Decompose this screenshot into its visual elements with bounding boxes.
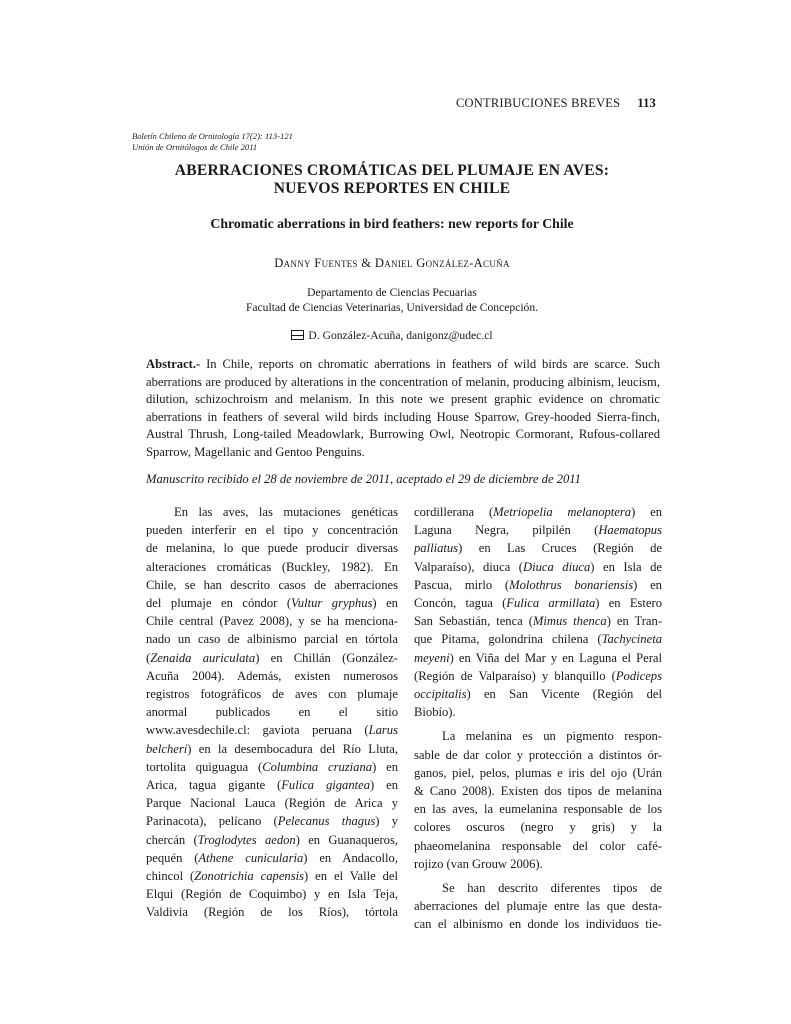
body-text-line: ganos, piel, pelos, plumas e iris del ojo (Urán [414, 765, 662, 780]
body-text-line: palliatus) en Las Cruces (Región de [414, 541, 662, 556]
abstract [146, 356, 660, 462]
running-header [456, 96, 656, 111]
journal-citation [132, 131, 293, 153]
body-text-line: Acuña 2004). Además, existen numerosos [146, 668, 398, 683]
body-text-line: & Cano 2008). Existen dos tipos de melanina [414, 784, 662, 799]
body-text-line: nado un caso de albinismo parcial en tórtola [146, 632, 398, 647]
body-text-line: Valdivia (Región de los Ríos), tórtola [146, 905, 398, 920]
body-text-line: registros fotográficos de aves con plumaje [146, 687, 398, 702]
body-text-line: pequén (Athene cunicularia) en Andacollo, [146, 850, 398, 865]
body-column-right [414, 503, 662, 934]
body-column-left [146, 503, 398, 922]
body-text-line: San Sebastián, tenca (Mimus thenca) en Tran- [414, 614, 663, 629]
body-text-line: occipitalis) en San Vicente (Región del [414, 687, 662, 702]
abstract-text: In Chile, reports on chromatic aberrations in feathers of wild birds are scarce. Such aberrations are produced by alterations in the concentration of melanin, producing albinism, leucism, dilution, schizochroism and melanism. In this note we present graphic evidence on chromatic aberrations in feathers of several wild birds including House Sparrow, Grey-hooded Sierra-finch, Austral Thrush, Long-tailed Meadowlark, Burrowing Owl, Neotropic Cormorant, Rufous-collared Sparrow, Magellanic and Gentoo Penguins. [146, 357, 660, 459]
body-text-line: pueden interferir en el tipo y concentración [146, 523, 398, 538]
journal-line: Unión de Ornitólogos de Chile 2011 [132, 142, 258, 152]
english-title: Chromatic aberrations in bird feathers: new reports for Chile [210, 216, 574, 231]
affiliation-line: Facultad de Ciencias Veterinarias, Universidad de Concepción. [245, 301, 539, 314]
body-text-line: Parque Nacional Lauca (Región de Arica y [146, 796, 398, 811]
body-text-line: Laguna Negra, pilpilén (Haematopus [414, 523, 662, 538]
body-text-line: sable de dar color y protección a distintos ór- [414, 747, 662, 762]
envelope-icon [291, 330, 304, 340]
body-text-line: Arica, tagua gigante (Fulica gigantea) en [146, 778, 398, 793]
page-number: 113 [637, 96, 656, 110]
body-text-line: Elqui (Región de Coquimbo) y en Isla Teja, [146, 887, 398, 902]
body-text-line: de melanina, lo que puede producir diversas [146, 541, 398, 556]
body-text-line: Chile, se han descrito casos de aberraciones [146, 577, 398, 592]
body-text-line: www.avesdechile.cl: gaviota peruana (Larus [146, 723, 398, 738]
body-text-line: del plumaje en cóndor (Vultur gryphus) en [146, 596, 398, 611]
body-text-line: Se han descrito diferentes tipos de [442, 881, 662, 896]
body-text-line: chercán (Troglodytes aedon) en Guanaqueros, [146, 832, 398, 847]
body-text-line: (Zenaida auriculata) en Chillán (González- [146, 650, 399, 665]
body-text-line: que Pitama, golondrina chilena (Tachycineta [414, 632, 662, 647]
body-text-line: Concón, tagua (Fulica armillata) en Estero [414, 596, 662, 611]
contact-email: D. González-Acuña, danigonz@udec.cl [308, 329, 493, 342]
article-title-line: NUEVOS REPORTES EN CHILE [273, 180, 511, 197]
received-note: Manuscrito recibido el 28 de noviembre de 2011, aceptado el 29 de diciembre de 2011 [146, 472, 581, 486]
body-text-line: tortolita quiguagua (Columbina cruziana) en [146, 759, 398, 774]
body-text-line: Pascua, mirlo (Molothrus bonariensis) en [414, 577, 662, 592]
article-title-line: ABERRACIONES CROMÁTICAS DEL PLUMAJE EN AVES: [174, 162, 610, 179]
body-text-line: La melanina es un pigmento respon- [442, 729, 662, 744]
body-text-line: Parinacota), pelícano (Pelecanus thagus) y [146, 814, 398, 829]
body-text-line: alteraciones cromáticas (Buckley, 1982). En [146, 559, 398, 574]
body-text-line: Chile central (Pavez 2008), y se ha menciona- [146, 614, 398, 629]
body-text-line: aberraciones del plumaje entre las que desta- [414, 899, 662, 914]
body-text-line: can el albinismo en donde los individuos tie- [414, 917, 662, 932]
contact-line [120, 329, 664, 342]
body-text-line: rojizo (van Grouw 2006). [414, 856, 543, 871]
body-text-line: cordillerana (Metriopelia melanoptera) en [414, 505, 662, 519]
body-text-line: chincol (Zonotrichia capensis) en el Valle del [146, 869, 398, 884]
body-text-line: anormal publicados en el sitio [146, 705, 398, 720]
abstract-label: Abstract.- [146, 357, 201, 371]
journal-line: Boletín Chileno de Ornitología 17(2): 113-121 [132, 131, 293, 141]
body-text-line: (Región de Valparaíso) y blanquillo (Podiceps [414, 668, 662, 683]
body-text-line: phaeomelanina responsable del color café- [414, 838, 662, 853]
body-text-line: En las aves, las mutaciones genéticas [174, 505, 398, 519]
body-text-line: Valparaíso), diuca (Diuca diuca) en Isla de [414, 559, 662, 574]
body-text-line: colores oscuros (negro y gris) y la [414, 820, 662, 835]
body-text-line: meyeni) en Viña del Mar y en Laguna el Peral [414, 650, 662, 665]
body-text-line: belcheri) en la desembocadura del Río Lluta, [146, 741, 398, 756]
authors: Danny Fuentes & Daniel González-Acuña [274, 256, 510, 270]
body-text-line: en las aves, la eumelanina responsable de los [414, 802, 662, 817]
section-title: CONTRIBUCIONES BREVES [456, 96, 621, 110]
affiliation-line: Departamento de Ciencias Pecuarias [307, 286, 477, 299]
body-text-line: Biobío). [414, 705, 456, 720]
